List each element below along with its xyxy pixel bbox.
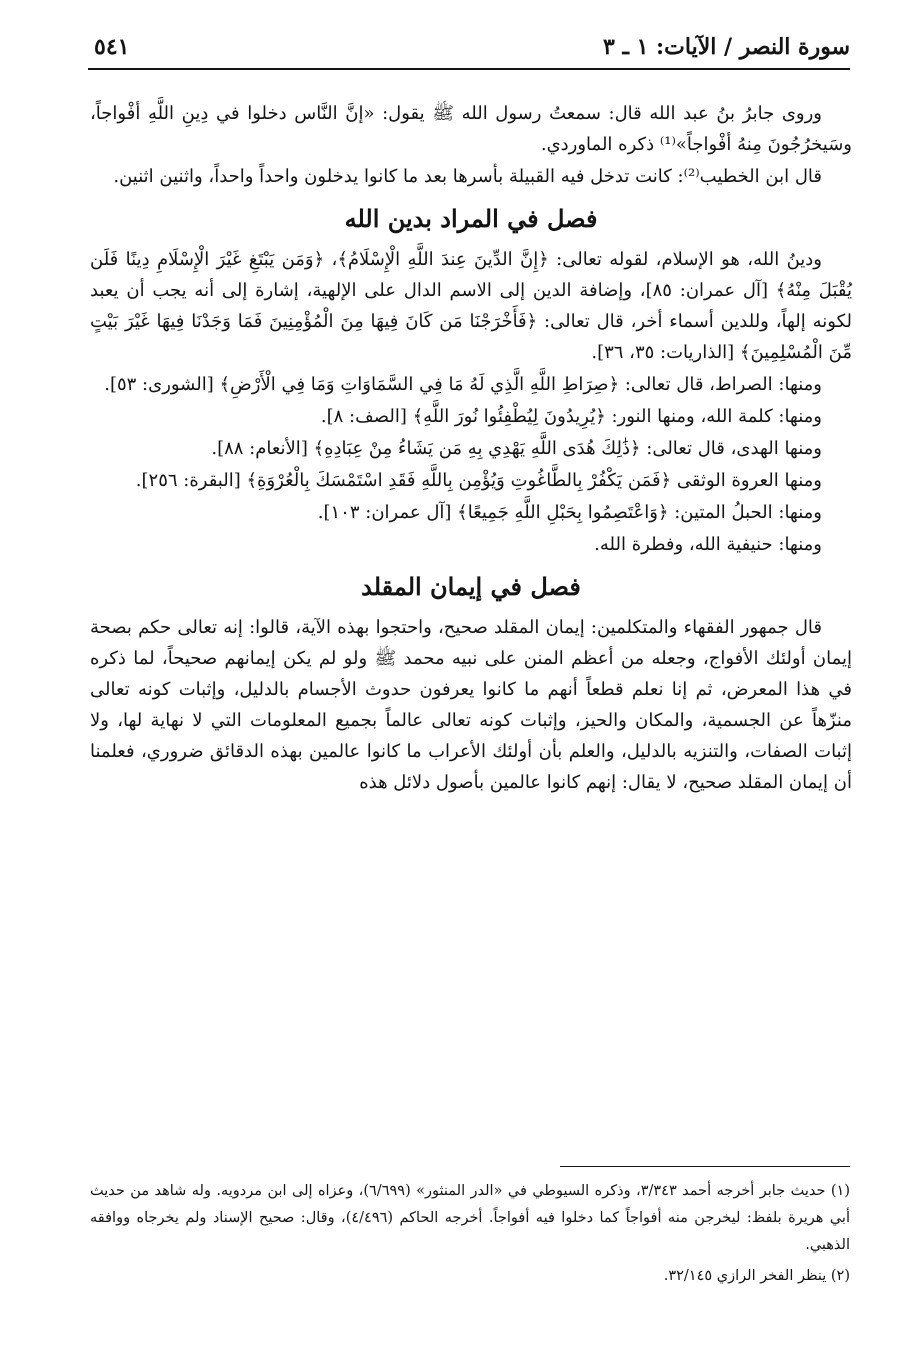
paragraph-the-guidance: ومنها الهدى، قال تعالى: ﴿ذَٰلِكَ هُدَى اللَّهِ يَهْدِي بِهِ مَن يَشَاءُ مِنْ عِبَادِهِ﴾ [الأنعام: ٨٨]. [211, 438, 822, 459]
paragraph-hanifiyya: ومنها: حنيفية الله، وفطرة الله. [594, 534, 822, 555]
footnote-rule [560, 1166, 850, 1167]
paragraph-ibn-al-khatib: قال ابن الخطيب⁽²⁾: كانت تدخل فيه القبيلة بأسرها بعد ما كانوا يدخلون واحداً واحداً، واثنين اثنين. [113, 166, 822, 187]
section-heading-meaning-of-religion: فصل في المراد بدين الله [344, 204, 598, 233]
footnote-2: (٢) ينظر الفخر الرازي ٣٢/١٤٥. [663, 1268, 850, 1284]
paragraph-majority-opinion: قال جمهور الفقهاء والمتكلمين: إيمان المقلد صحيح، واحتجوا بهذه الآية، قالوا: إنه تعالى حكم بصحة إيمان أولئك الأفواج، وجعله من أعظم المنن على نبيه محمد ﷺ ولو لم يكن إيمانهم صحيحاً، لما ذكره في هذا المعرض، ثم إنا نعلم قطعاً أنهم ما كانوا يعرفون حدوث الأجسام بالدليل، وإثبات كونه تعالى منزّهاً عن الجسمية، والمكان والحيز، وإثبات كونه تعالى عالماً بجميع المعلومات التي لا نهاية لها، ولا إثبات الصفات، والتنزيه بالدليل، والعلم بأن أولئك الأعراب ما كانوا عالمين بهذه الدقائق ضروري، فعلمنا أن إيمان المقلد صحيح، لا يقال: إنهم كانوا عالمين بأصول دلائل هذه [90, 617, 852, 793]
paragraph-the-light: ومنها: كلمة الله، ومنها النور: ﴿يُرِيدُونَ لِيُطْفِئُوا نُورَ اللَّهِ﴾ [الصف: ٨]. [320, 406, 822, 427]
page-number: ٥٤١ [94, 34, 130, 60]
header-surah-title: سورة النصر / الآيات: ١ ـ ٣ [602, 34, 850, 60]
paragraph-firm-handhold: ومنها العروة الوثقى ﴿فَمَن يَكْفُرْ بِالطَّاغُوتِ وَيُؤْمِن بِاللَّهِ فَقَدِ اسْتَمْسَكَ بِالْعُرْوَةِ﴾ [البقرة: ٢٥٦]. [135, 470, 822, 491]
paragraph-religion-is-islam: ودينُ الله، هو الإسلام، لقوله تعالى: ﴿إِنَّ الدِّينَ عِندَ اللَّهِ الْإِسْلَامُ﴾، ﴿وَمَن يَبْتَغِ غَيْرَ الْإِسْلَامِ دِينًا فَلَن يُقْبَلَ مِنْهُ﴾ [آل عمران: ٨٥]، وإضافة الدين إلى الاسم الدال على الإلهية، إشارة إلى أنه يجب أن يعبد لكونه إلهاً، وللدين أسماء أخر، قال تعالى: ﴿فَأَخْرَجْنَا مَن كَانَ فِيهَا مِنَ الْمُؤْمِنِينَ فَمَا وَجَدْنَا فِيهَا غَيْرَ بَيْتٍ مِّنَ الْمُسْلِمِينَ﴾ [الذاريات: ٣٥، ٣٦]. [90, 249, 852, 363]
paragraph-the-path: ومنها: الصراط، قال تعالى: ﴿صِرَاطِ اللَّهِ الَّذِي لَهُ مَا فِي السَّمَاوَاتِ وَمَا فِي الْأَرْضِ﴾ [الشورى: ٥٣]. [104, 374, 822, 395]
footnotes [90, 1178, 850, 1294]
header-rule [88, 68, 850, 70]
running-header [88, 30, 850, 70]
section-heading-faith-of-imitator: فصل في إيمان المقلد [361, 572, 581, 601]
footnote-1: (١) حديث جابر أخرجه أحمد ٣/٣٤٣، وذكره السيوطي في «الدر المنثور» (٦/٦٩٩)، وعزاه إلى ابن مردويه. وله شاهد من حديث أبي هريرة بلفظ: ليخرجن منه أفواجاً كما دخلوا فيه أفواجاً. أخرجه الحاكم (٤/٤٩٦)، وقال: صحيح الإسناد ولم يخرجاه ووافقه الذهبي. [90, 1183, 851, 1253]
paragraph-firm-rope: ومنها: الحبلُ المتين: ﴿وَاعْتَصِمُوا بِحَبْلِ اللَّهِ جَمِيعًا﴾ [آل عمران: ١٠٣]. [317, 502, 822, 523]
body-text [90, 98, 852, 799]
paragraph-jabir-hadith: وروى جابرُ بنُ عبد الله قال: سمعتُ رسول الله ﷺ يقول: «إنَّ النَّاس دخلوا في دِينِ اللَّهِ أفْواجاً، وسَيخرُجُونَ مِنهُ أفْواجاً»⁽¹⁾ ذكره الماوردي. [90, 103, 852, 155]
